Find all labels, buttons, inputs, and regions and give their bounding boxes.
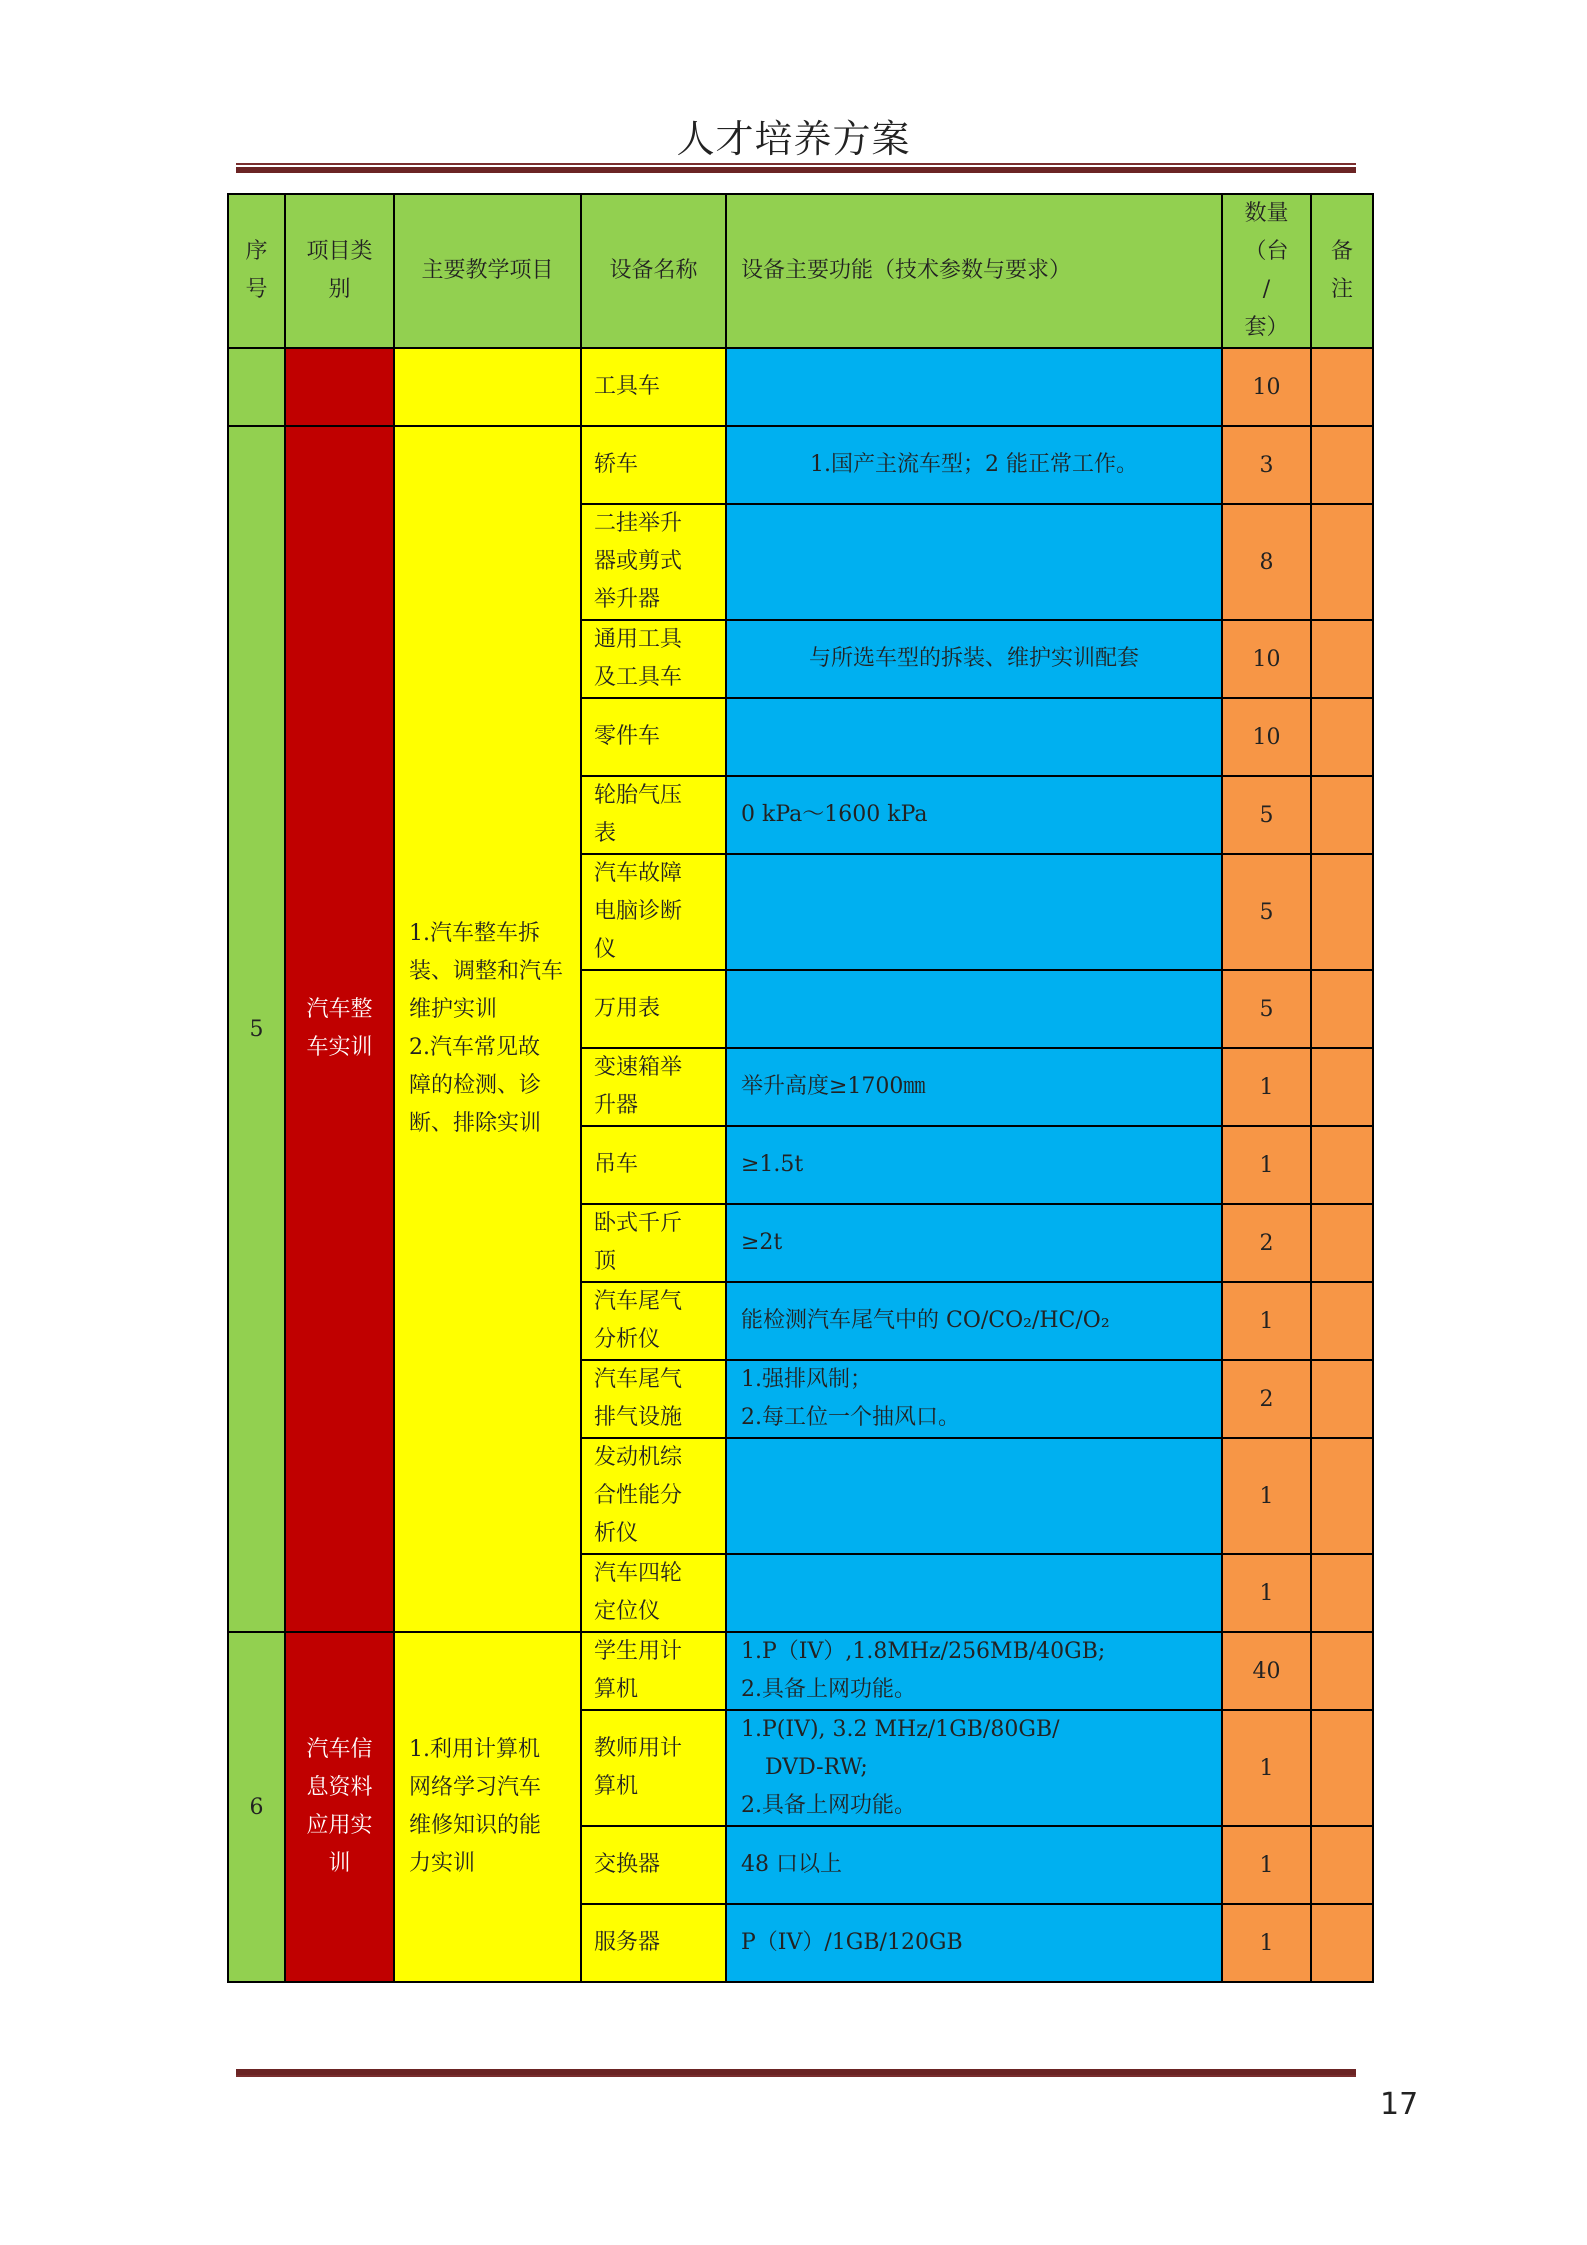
equipment-name <box>581 1282 726 1360</box>
note-cell <box>1311 504 1373 620</box>
text-line: 息资料 <box>306 1775 373 1800</box>
equipment-name <box>581 1126 726 1204</box>
note-cell <box>1311 1554 1373 1632</box>
text-line: 万用表 <box>594 996 661 1021</box>
text-line: 1.P(IV), 3.2 MHz/1GB/80GB/ <box>741 1717 1060 1742</box>
quantity-cell: 5 <box>1222 854 1311 970</box>
equipment-name <box>581 776 726 854</box>
header-equipment: 设备名称 <box>581 194 726 348</box>
seq-cell <box>228 348 285 426</box>
category-cell <box>285 348 394 426</box>
text-line: 与所选车型的拆装、维护实训配套 <box>808 646 1139 671</box>
text-line: 车实训 <box>306 1035 373 1060</box>
equipment-function <box>726 426 1222 504</box>
equipment-function <box>726 854 1222 970</box>
note-cell <box>1311 620 1373 698</box>
note-cell <box>1311 1360 1373 1438</box>
quantity-cell: 8 <box>1222 504 1311 620</box>
text-line: 48 口以上 <box>741 1852 842 1877</box>
header-category: 项目类 别 <box>285 194 394 348</box>
equipment-name <box>581 1204 726 1282</box>
project-cell <box>394 426 581 1632</box>
equipment-function <box>726 1554 1222 1632</box>
text-line: 发动机综 <box>594 1445 683 1470</box>
text-line: 汽车信 <box>306 1737 373 1762</box>
note-cell <box>1311 698 1373 776</box>
note-cell <box>1311 1904 1373 1982</box>
header-seq: 序 号 <box>228 194 285 348</box>
text-line: 维护实训 <box>409 997 498 1022</box>
note-cell <box>1311 970 1373 1048</box>
equipment-function <box>726 620 1222 698</box>
equipment-function <box>726 1126 1222 1204</box>
equipment-name <box>581 1360 726 1438</box>
text-line: 1.汽车整车拆 <box>409 921 540 946</box>
quantity-cell: 2 <box>1222 1360 1311 1438</box>
note-cell <box>1311 1632 1373 1710</box>
text-line: 汽车尾气 <box>594 1289 683 1314</box>
text-line: 汽车四轮 <box>594 1561 683 1586</box>
text-line: 吊车 <box>594 1152 639 1177</box>
note-cell <box>1311 1048 1373 1126</box>
equipment-table <box>227 193 1374 1983</box>
header-note: 备 注 <box>1311 194 1373 348</box>
note-cell <box>1311 776 1373 854</box>
quantity-cell: 1 <box>1222 1126 1311 1204</box>
quantity-cell: 10 <box>1222 348 1311 426</box>
text-line: 轮胎气压 <box>594 783 683 808</box>
project-cell <box>394 1632 581 1982</box>
quantity-cell: 10 <box>1222 698 1311 776</box>
quantity-cell: 5 <box>1222 776 1311 854</box>
text-line: 排气设施 <box>594 1405 683 1430</box>
equipment-name <box>581 1904 726 1982</box>
text-line: 断、排除实训 <box>409 1111 542 1136</box>
note-cell <box>1311 854 1373 970</box>
note-cell <box>1311 1204 1373 1282</box>
header-project: 主要教学项目 <box>394 194 581 348</box>
text-line: 顶 <box>594 1249 617 1274</box>
text-line: 通用工具 <box>594 627 683 652</box>
equipment-function <box>726 1904 1222 1982</box>
text-line: 算机 <box>594 1774 639 1799</box>
equipment-name: 工具车 <box>581 348 726 426</box>
header-function: 设备主要功能（技术参数与要求） <box>726 194 1222 348</box>
quantity-cell: 10 <box>1222 620 1311 698</box>
text-line: P（IV）/1GB/120GB <box>741 1930 963 1955</box>
equipment-name <box>581 698 726 776</box>
text-line: 2.具备上网功能。 <box>741 1677 916 1702</box>
equipment-name <box>581 854 726 970</box>
text-line: 分析仪 <box>594 1327 661 1352</box>
text-line: 1.强排风制； <box>741 1367 872 1392</box>
text-line: 合性能分 <box>594 1483 683 1508</box>
equipment-function <box>726 1438 1222 1554</box>
text-line: 器或剪式 <box>594 549 683 574</box>
quantity-cell: 1 <box>1222 1826 1311 1904</box>
text-line: 及工具车 <box>594 665 683 690</box>
quantity-cell: 40 <box>1222 1632 1311 1710</box>
quantity-cell: 1 <box>1222 1282 1311 1360</box>
equipment-function <box>726 1282 1222 1360</box>
quantity-cell: 1 <box>1222 1438 1311 1554</box>
text-line: 表 <box>594 821 617 846</box>
text-line: 析仪 <box>594 1521 639 1546</box>
equipment-function <box>726 970 1222 1048</box>
quantity-cell: 2 <box>1222 1204 1311 1282</box>
note-cell <box>1311 1282 1373 1360</box>
table-row <box>228 426 1373 504</box>
quantity-cell: 1 <box>1222 1904 1311 1982</box>
equipment-function <box>726 776 1222 854</box>
equipment-function <box>726 1048 1222 1126</box>
equipment-name <box>581 1554 726 1632</box>
note-cell <box>1311 1126 1373 1204</box>
text-line: 交换器 <box>594 1852 661 1877</box>
text-line: 零件车 <box>594 724 661 749</box>
page-header-title: 人才培养方案 <box>676 117 911 161</box>
note-cell <box>1311 1438 1373 1554</box>
equipment-function <box>726 1360 1222 1438</box>
quantity-cell: 3 <box>1222 426 1311 504</box>
text-line: 力实训 <box>409 1851 476 1876</box>
text-line: 学生用计 <box>594 1639 683 1664</box>
table-header-row <box>228 194 1373 348</box>
category-cell <box>285 1632 394 1982</box>
text-line: 算机 <box>594 1677 639 1702</box>
table-row <box>228 348 1373 426</box>
note-cell <box>1311 1710 1373 1826</box>
equipment-function <box>726 698 1222 776</box>
project-cell <box>394 348 581 426</box>
note-cell <box>1311 1826 1373 1904</box>
group-6 <box>228 1632 1373 1982</box>
quantity-cell: 1 <box>1222 1554 1311 1632</box>
header-rule <box>236 163 1356 173</box>
equipment-function <box>726 1632 1222 1710</box>
footer-rule <box>236 2067 1356 2077</box>
text-line: ≥2t <box>741 1230 783 1255</box>
text-line: 电脑诊断 <box>594 899 683 924</box>
text-line: 举升高度≥1700㎜ <box>741 1074 926 1099</box>
text-line: 汽车故障 <box>594 861 683 886</box>
equipment-name <box>581 1826 726 1904</box>
text-line: 二挂举升 <box>594 511 683 536</box>
text-line: 能检测汽车尾气中的 CO/CO₂/HC/O₂ <box>741 1308 1110 1333</box>
equipment-function <box>726 1204 1222 1282</box>
text-line: 卧式千斤 <box>594 1211 683 1236</box>
equipment-name <box>581 426 726 504</box>
text-line: 举升器 <box>594 587 661 612</box>
text-line: 升器 <box>594 1093 639 1118</box>
text-line: ≥1.5t <box>741 1152 804 1177</box>
equipment-function <box>726 348 1222 426</box>
header-quantity: 数量 （台 / 套） <box>1222 194 1311 348</box>
equipment-function <box>726 1710 1222 1826</box>
text-line: 1.国产主流车型；2 能正常工作。 <box>810 452 1138 477</box>
text-line: 服务器 <box>594 1930 661 1955</box>
quantity-cell: 1 <box>1222 1710 1311 1826</box>
text-line: 网络学习汽车 <box>409 1775 542 1800</box>
table-row <box>228 1632 1373 1710</box>
text-line: 汽车整 <box>306 997 373 1022</box>
note-cell <box>1311 426 1373 504</box>
equipment-name <box>581 504 726 620</box>
equipment-name <box>581 1710 726 1826</box>
text-line: 变速箱举 <box>594 1055 683 1080</box>
text-line: 应用实 <box>306 1813 373 1838</box>
seq-cell: 5 <box>228 426 285 1632</box>
equipment-name <box>581 1438 726 1554</box>
text-line: 仪 <box>594 937 617 962</box>
text-line: 训 <box>328 1851 351 1876</box>
equipment-name <box>581 620 726 698</box>
equipment-function <box>726 504 1222 620</box>
page-number: 17 <box>1380 2087 1419 2122</box>
category-cell <box>285 426 394 1632</box>
equipment-function <box>726 1826 1222 1904</box>
text-line: 2.具备上网功能。 <box>741 1793 916 1818</box>
text-line: 1.利用计算机 <box>409 1737 540 1762</box>
quantity-cell: 5 <box>1222 970 1311 1048</box>
text-line: 教师用计 <box>594 1736 683 1761</box>
group-5 <box>228 426 1373 1632</box>
text-line: 定位仪 <box>594 1599 661 1624</box>
text-line: 0 kPa～1600 kPa <box>741 802 928 827</box>
text-line: DVD-RW; <box>765 1755 868 1780</box>
equipment-name <box>581 1632 726 1710</box>
text-line: 1.P（IV）,1.8MHz/256MB/40GB; <box>741 1639 1106 1664</box>
text-line: 维修知识的能 <box>409 1813 542 1838</box>
text-line: 障的检测、诊 <box>409 1073 542 1098</box>
seq-cell: 6 <box>228 1632 285 1982</box>
text-line: 汽车尾气 <box>594 1367 683 1392</box>
note-cell <box>1311 348 1373 426</box>
text-line: 轿车 <box>594 452 639 477</box>
text-line: 装、调整和汽车 <box>409 959 564 984</box>
equipment-name <box>581 970 726 1048</box>
text-line: 2.汽车常见故 <box>409 1035 540 1060</box>
equipment-name <box>581 1048 726 1126</box>
quantity-cell: 1 <box>1222 1048 1311 1126</box>
text-line: 2.每工位一个抽风口。 <box>741 1405 960 1430</box>
